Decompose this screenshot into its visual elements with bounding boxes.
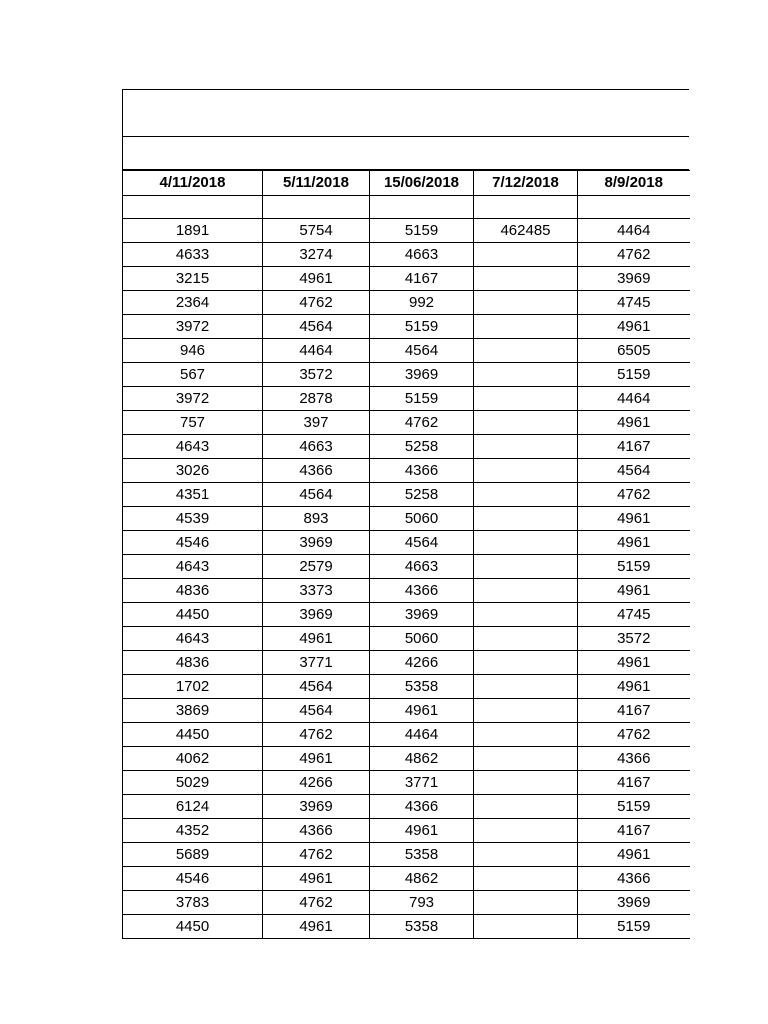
table-cell: 4862 [370,867,474,891]
table-row [123,459,690,483]
table-row [123,915,690,939]
table-cell: 4643 [123,627,263,651]
table-cell: 3373 [263,579,370,603]
table-cell: 4762 [263,723,370,747]
table-cell [123,196,263,219]
column-header: 5/11/2018 [263,171,370,196]
table-cell: 4762 [578,483,690,507]
table-row [123,891,690,915]
table-cell [474,411,578,435]
table-cell: 567 [123,363,263,387]
table-cell: 4643 [123,435,263,459]
table-row [123,411,690,435]
data-table [122,170,690,939]
table-cell: 3869 [123,699,263,723]
table-cell [370,196,474,219]
table-cell [474,291,578,315]
table-cell: 4961 [370,699,474,723]
header-row [123,171,690,196]
table-cell: 4564 [263,675,370,699]
table-cell: 4961 [578,507,690,531]
table-cell: 4366 [578,747,690,771]
table-row [123,483,690,507]
table-cell: 3771 [263,651,370,675]
table-cell: 3972 [123,315,263,339]
table-cell: 3969 [263,795,370,819]
table-cell: 4366 [263,459,370,483]
table-cell: 4762 [263,843,370,867]
table-cell: 4266 [370,651,474,675]
table-cell: 4167 [578,819,690,843]
table-cell [474,363,578,387]
table-cell [474,843,578,867]
table-cell: 5358 [370,843,474,867]
table-row [123,339,690,363]
table-cell: 4961 [578,315,690,339]
table-cell: 6505 [578,339,690,363]
table-cell: 4961 [578,531,690,555]
table-cell: 4961 [263,867,370,891]
table-cell: 5060 [370,507,474,531]
column-header: 4/11/2018 [123,171,263,196]
table-cell [474,867,578,891]
table-cell: 4167 [578,435,690,459]
table-cell: 4762 [578,723,690,747]
table-cell [474,243,578,267]
table-cell: 4464 [578,387,690,411]
table-row [123,363,690,387]
table-cell: 3969 [263,603,370,627]
table-cell: 793 [370,891,474,915]
table-cell: 4663 [263,435,370,459]
table-cell: 5159 [370,219,474,243]
table-cell: 4564 [370,531,474,555]
table-cell: 3969 [370,363,474,387]
table-cell [474,339,578,363]
table-cell: 3026 [123,459,263,483]
table-cell [474,459,578,483]
table-cell: 5258 [370,435,474,459]
table-row [123,291,690,315]
table-cell: 3771 [370,771,474,795]
table-cell: 4167 [370,267,474,291]
table-cell: 4961 [578,411,690,435]
table-cell: 5258 [370,483,474,507]
table-cell [474,915,578,939]
table-cell: 4167 [578,771,690,795]
spreadsheet [122,89,689,939]
table-cell: 5159 [578,915,690,939]
table-cell: 4836 [123,579,263,603]
table-row [123,699,690,723]
table-cell: 4450 [123,915,263,939]
table-cell: 6124 [123,795,263,819]
table-cell: 3572 [263,363,370,387]
table-row [123,387,690,411]
table-row [123,507,690,531]
table-cell: 3572 [578,627,690,651]
table-cell: 4961 [263,627,370,651]
table-cell: 4762 [263,891,370,915]
table-cell: 3215 [123,267,263,291]
table-cell: 5358 [370,675,474,699]
table-cell: 4762 [263,291,370,315]
table-cell: 3969 [578,891,690,915]
table-cell: 4663 [370,555,474,579]
table-cell [474,435,578,459]
table-cell [474,483,578,507]
table-cell [474,627,578,651]
table-row [123,579,690,603]
table-row [123,795,690,819]
table-cell: 4564 [263,699,370,723]
table-cell [474,771,578,795]
column-header: 7/12/2018 [474,171,578,196]
table-cell [474,531,578,555]
table-cell: 4961 [578,843,690,867]
table-cell: 3969 [370,603,474,627]
table-cell: 5060 [370,627,474,651]
table-cell: 4366 [370,795,474,819]
table-cell: 4862 [370,747,474,771]
table-row [123,723,690,747]
table-row [123,771,690,795]
table-cell: 4450 [123,723,263,747]
table-cell: 462485 [474,219,578,243]
table-cell: 4464 [263,339,370,363]
table-cell: 4366 [263,819,370,843]
blank-row [122,137,689,170]
table-cell: 4464 [578,219,690,243]
table-cell: 5358 [370,915,474,939]
table-cell: 4564 [578,459,690,483]
table-cell: 4961 [578,651,690,675]
table-cell: 4663 [370,243,474,267]
table-cell: 4352 [123,819,263,843]
table-cell: 3972 [123,387,263,411]
table-row [123,219,690,243]
table-cell: 4745 [578,291,690,315]
table-cell: 4762 [578,243,690,267]
table-cell: 4450 [123,603,263,627]
table-cell [474,507,578,531]
table-cell: 4564 [263,483,370,507]
table-row [123,243,690,267]
empty-row [123,196,690,219]
table-cell [474,267,578,291]
table-cell: 4062 [123,747,263,771]
table-cell: 4546 [123,867,263,891]
table-cell: 4633 [123,243,263,267]
table-cell: 5159 [578,555,690,579]
table-cell: 4351 [123,483,263,507]
table-cell: 5159 [578,795,690,819]
table-row [123,435,690,459]
table-cell: 4961 [578,579,690,603]
table-cell [474,675,578,699]
table-row [123,867,690,891]
table-row [123,603,690,627]
table-row [123,651,690,675]
table-cell [474,387,578,411]
table-cell: 4564 [263,315,370,339]
table-cell: 4961 [578,675,690,699]
table-cell: 4745 [578,603,690,627]
table-cell: 4961 [263,267,370,291]
table-cell: 5754 [263,219,370,243]
table-cell: 3969 [578,267,690,291]
table-cell: 2364 [123,291,263,315]
table-cell: 757 [123,411,263,435]
table-cell: 5159 [370,315,474,339]
column-header: 8/9/2018 [578,171,690,196]
table-cell [578,196,690,219]
table-cell: 4366 [578,867,690,891]
table-cell: 4564 [370,339,474,363]
table-body [123,196,690,939]
table-row [123,627,690,651]
table-cell [474,747,578,771]
table-cell: 3274 [263,243,370,267]
table-cell [474,651,578,675]
table-cell: 4762 [370,411,474,435]
table-cell [474,723,578,747]
table-cell: 5159 [578,363,690,387]
column-header: 15/06/2018 [370,171,474,196]
table-cell [474,196,578,219]
table-cell [474,795,578,819]
table-cell: 4266 [263,771,370,795]
table-cell: 3783 [123,891,263,915]
table-cell: 5159 [370,387,474,411]
table-cell: 4167 [578,699,690,723]
table-cell: 397 [263,411,370,435]
table-cell: 2579 [263,555,370,579]
table-row [123,747,690,771]
table-cell [474,315,578,339]
table-cell [263,196,370,219]
table-cell: 4366 [370,459,474,483]
table-cell: 5029 [123,771,263,795]
table-cell: 4961 [263,915,370,939]
table-cell: 4961 [370,819,474,843]
table-cell: 946 [123,339,263,363]
table-cell: 4546 [123,531,263,555]
table-cell [474,579,578,603]
table-cell [474,555,578,579]
table-cell: 5689 [123,843,263,867]
table-row [123,675,690,699]
table-cell: 2878 [263,387,370,411]
table-cell: 4539 [123,507,263,531]
table-cell: 3969 [263,531,370,555]
table-cell [474,819,578,843]
table-cell: 1891 [123,219,263,243]
table-cell [474,603,578,627]
table-row [123,315,690,339]
table-cell: 1702 [123,675,263,699]
table-row [123,531,690,555]
table-cell [474,891,578,915]
table-row [123,555,690,579]
table-cell: 4366 [370,579,474,603]
table-cell: 4961 [263,747,370,771]
table-cell: 4836 [123,651,263,675]
table-row [123,819,690,843]
table-cell: 4643 [123,555,263,579]
table-row [123,267,690,291]
table-cell: 992 [370,291,474,315]
table-cell: 4464 [370,723,474,747]
table-row [123,843,690,867]
table-cell: 893 [263,507,370,531]
table-cell [474,699,578,723]
title-row [122,89,689,137]
